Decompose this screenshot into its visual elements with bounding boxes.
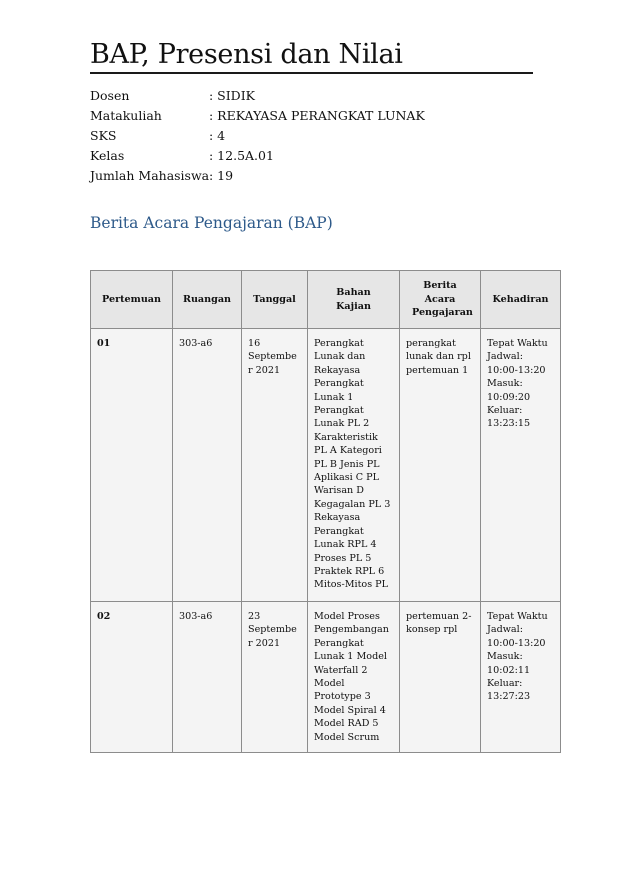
- header-bahan-kajian: Bahan Kajian: [308, 271, 400, 329]
- meta-label: Jumlah Mahasiswa: [90, 168, 210, 183]
- meta-value: : SIDIK: [209, 88, 255, 103]
- meta-label: Dosen: [90, 88, 130, 103]
- header-ruangan: Ruangan: [173, 271, 242, 329]
- cell-ruangan: 303-a6: [173, 329, 242, 602]
- cell-kehadiran: Tepat Waktu Jadwal: 10:00-13:20 Masuk: 10:02:11 Keluar: 13:27:23: [481, 602, 561, 753]
- cell-bahan-kajian: Model Proses Pengembangan Perangkat Lunak 1 Model Waterfall 2 Model Prototype 3 Model Spiral 4 Model RAD 5 Model Scrum: [308, 602, 400, 753]
- page-title: BAP, Presensi dan Nilai: [90, 39, 403, 70]
- header-tanggal: Tanggal: [242, 271, 308, 329]
- cell-pertemuan: 01: [91, 329, 173, 602]
- meta-label: Matakuliah: [90, 108, 162, 123]
- cell-kehadiran: Tepat Waktu Jadwal: 10:00-13:20 Masuk: 10:09:20 Keluar: 13:23:15: [481, 329, 561, 602]
- cell-tanggal: 16 September 2021: [242, 329, 308, 602]
- meta-value: : REKAYASA PERANGKAT LUNAK: [209, 108, 425, 123]
- cell-tanggal: 23 September 2021: [242, 602, 308, 753]
- header-berita-acara: Berita Acara Pengajaran: [400, 271, 481, 329]
- cell-berita-acara: perangkat lunak dan rpl pertemuan 1: [400, 329, 481, 602]
- section-title: Berita Acara Pengajaran (BAP): [90, 214, 333, 232]
- cell-pertemuan: 02: [91, 602, 173, 753]
- meta-value: : 4: [209, 128, 226, 143]
- meta-value: : 19: [209, 168, 234, 183]
- table-row: [91, 329, 561, 602]
- title-underline: [90, 72, 533, 74]
- cell-ruangan: 303-a6: [173, 602, 242, 753]
- cell-bahan-kajian: Perangkat Lunak dan Rekayasa Perangkat Lunak 1 Perangkat Lunak PL 2 Karakteristik PL A Kategori PL B Jenis PL Aplikasi C PL Warisan D Kegagalan PL 3 Rekayasa Perangkat Lunak RPL 4 Proses PL 5 Praktek RPL 6 Mitos-Mitos PL: [308, 329, 400, 602]
- table-row: [91, 602, 561, 753]
- bap-table: [90, 270, 561, 753]
- meta-value: : 12.5A.01: [209, 148, 274, 163]
- table-header-row: [91, 271, 561, 329]
- meta-label: Kelas: [90, 148, 125, 163]
- cell-berita-acara: pertemuan 2-konsep rpl: [400, 602, 481, 753]
- meta-label: SKS: [90, 128, 117, 143]
- header-kehadiran: Kehadiran: [481, 271, 561, 329]
- header-pertemuan: Pertemuan: [91, 271, 173, 329]
